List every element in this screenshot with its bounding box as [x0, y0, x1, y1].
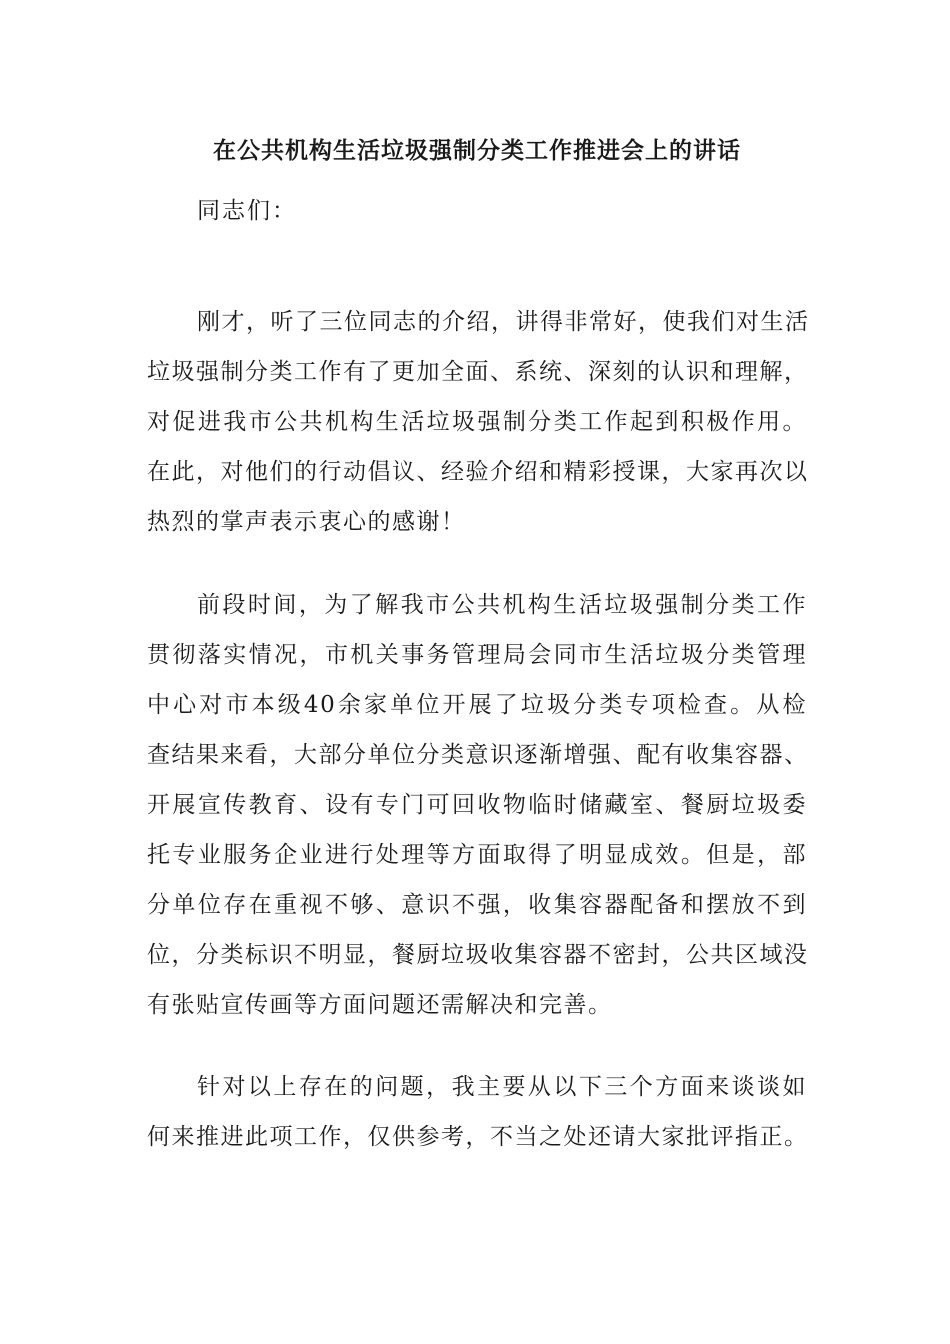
salutation: 同志们：: [197, 198, 297, 224]
paragraph-line: 针对以上存在的问题，我主要从以下三个方面来谈谈如: [197, 1074, 807, 1100]
paragraph-2: [147, 580, 807, 1030]
document-title: 在公共机构生活垃圾强制分类工作推进会上的讲话: [213, 137, 741, 164]
paragraph-line: 托专业服务企业进行处理等方面取得了明显成效。但是，部: [147, 842, 807, 868]
paragraph-line: 查结果来看，大部分单位分类意识逐渐增强、配有收集容器、: [147, 742, 809, 768]
paragraph-line: 垃圾强制分类工作有了更加全面、系统、深刻的认识和理解，: [147, 359, 809, 385]
paragraph-line: 刚才，听了三位同志的介绍，讲得非常好，使我们对生活: [197, 309, 810, 335]
paragraph-line: 贯彻落实情况，市机关事务管理局会同市生活垃圾分类管理: [147, 642, 807, 668]
paragraph-line: 开展宣传教育、设有专门可回收物临时储藏室、餐厨垃圾委: [147, 792, 807, 818]
paragraph-line: 中心对市本级40余家单位开展了垃圾分类专项检查。从检: [147, 692, 807, 718]
paragraph-line: 对促进我市公共机构生活垃圾强制分类工作起到积极作用。: [147, 409, 807, 435]
paragraph-line: 分单位存在重视不够、意识不强，收集容器配备和摆放不到: [147, 892, 807, 918]
paragraph-1: [147, 297, 810, 547]
paragraph-3: [147, 1062, 807, 1162]
paragraph-line: 前段时间，为了解我市公共机构生活垃圾强制分类工作: [197, 592, 807, 618]
paragraph-line: 热烈的掌声表示衷心的感谢！: [147, 509, 466, 535]
paragraph-line: 位，分类标识不明显，餐厨垃圾收集容器不密封，公共区域没: [147, 942, 809, 968]
paragraph-line: 何来推进此项工作，仅供参考，不当之处还请大家批评指正。: [147, 1124, 809, 1150]
paragraph-line: 在此，对他们的行动倡议、经验介绍和精彩授课，大家再次以: [147, 459, 809, 485]
paragraph-line: 有张贴宣传画等方面问题还需解决和完善。: [147, 992, 613, 1018]
